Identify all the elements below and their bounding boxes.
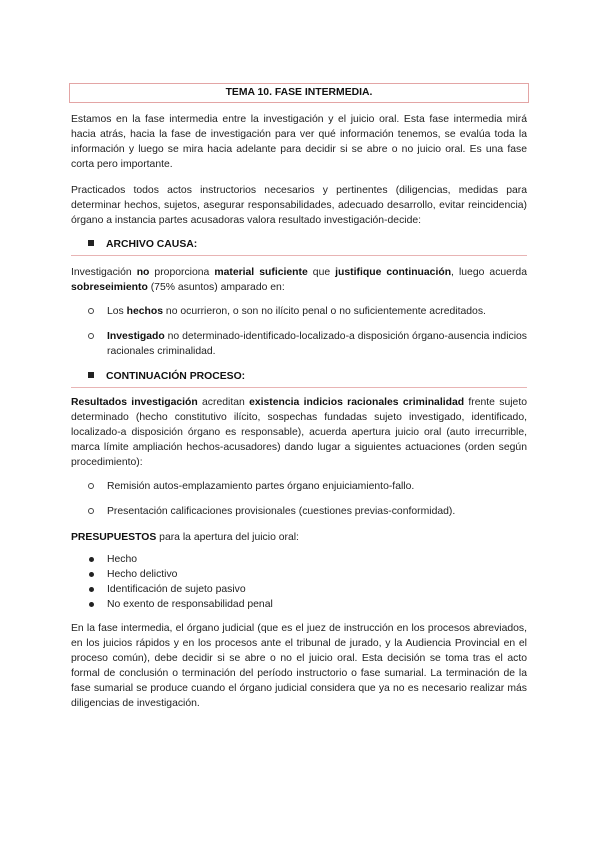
square-bullet-icon xyxy=(88,372,94,378)
continuacion-item-1 xyxy=(88,479,527,494)
item-bold: hechos xyxy=(126,306,164,317)
archivo-divider xyxy=(71,255,527,256)
continuacion-bold-1: Resultados investigación xyxy=(71,397,198,408)
list-item xyxy=(88,552,273,567)
continuacion-paragraph xyxy=(71,395,527,470)
archivo-bold-4: sobreseimiento xyxy=(71,282,148,293)
continuacion-heading-text: CONTINUACIÓN PROCESO: xyxy=(106,371,246,382)
circle-bullet-icon xyxy=(88,483,94,489)
document-title: TEMA 10. FASE INTERMEDIA. xyxy=(69,83,529,103)
list-item xyxy=(88,582,273,597)
item-bold: Investigado xyxy=(107,331,165,342)
archivo-text-5: (75% asuntos) amparado en: xyxy=(147,282,285,293)
list-item-text: Hecho delictivo xyxy=(107,569,178,580)
circle-bullet-icon xyxy=(88,333,94,339)
presupuestos-paragraph xyxy=(71,530,527,545)
continuacion-text-2: frente sujeto determinado (hecho constitutivo ilícito, sospechas fundadas sujeto investigado, identificado, localizado-a disposición órgano es responsable), acuerda apertura juicio oral (auto irrecurrible, marca límite ampliación hechos-acusadores) dando lugar a siguientes actuaciones (orden según procedimiento): xyxy=(71,397,527,468)
continuacion-item-2 xyxy=(88,504,527,519)
archivo-text-3: que xyxy=(307,267,336,278)
intro-paragraph: Estamos en la fase intermedia entre la investigación y el juicio oral. Esta fase intermedia mirá hacia atrás, hacia la fase de investigación para ver qué información tenemos, se evalúa toda la información y luego se mira hacia adelante para decidir si se abre o no juicio oral. Es una fase corta pero importante. xyxy=(71,114,527,170)
circle-bullet-icon xyxy=(88,308,94,314)
archivo-item-2 xyxy=(88,329,527,359)
circle-bullet-icon xyxy=(88,508,94,514)
archivo-text-4: , luego acuerda xyxy=(451,267,527,278)
continuacion-bold-2: existencia indicios racionales criminalidad xyxy=(249,397,465,408)
item-text: Presentación calificaciones provisionales (cuestiones previas-conformidad). xyxy=(107,506,456,517)
bullet-icon xyxy=(89,602,94,607)
archivo-heading-text: ARCHIVO CAUSA: xyxy=(106,239,198,250)
continuacion-text-1: acreditan xyxy=(197,397,250,408)
item-text: no determinado-identificado-localizado-a disposición órgano-ausencia indicios racionales criminalidad. xyxy=(107,331,527,357)
archivo-text-2: proporciona xyxy=(149,267,215,278)
list-item xyxy=(88,567,273,582)
archivo-bold-1: no xyxy=(136,267,150,278)
square-bullet-icon xyxy=(88,240,94,246)
closing-paragraph: En la fase intermedia, el órgano judicial (que es el juez de instrucción en los procesos abreviados, en los juicios rápidos y en los procesos ante el tribunal de jurado, y la Audiencia Provincial en el proceso común), debe decidir si se abre o no el juicio oral. Esta decisión se toma tras el acto formal de conclusión o terminación del período instructorio o fase sumarial. La terminación de la fase sumarial se produce cuando el órgano judicial considera que ya no es necesario realizar más diligencias de investigación. xyxy=(71,623,527,709)
item-text: no ocurrieron, o son no ilícito penal o no suficientemente acreditados. xyxy=(163,306,486,317)
continuacion-heading xyxy=(88,369,245,384)
archivo-bold-2: material suficiente xyxy=(214,267,308,278)
list-item-text: Identificación de sujeto pasivo xyxy=(107,584,246,595)
bullet-icon xyxy=(89,557,94,562)
archivo-text-1: Investigación xyxy=(71,267,137,278)
archivo-paragraph xyxy=(71,265,527,295)
practicados-paragraph: Practicados todos actos instructorios necesarios y pertinentes (diligencias, medidas para determinar hechos, sujetos, asegurar responsabilidades, adecuado desarrollo, evitar reincidencia) órgano a instancia partes acusadoras valora resultado investigación-decide: xyxy=(71,185,527,226)
archivo-item-1 xyxy=(88,304,527,319)
presupuestos-text: para la apertura del juicio oral: xyxy=(156,532,299,543)
list-item-text: No exento de responsabilidad penal xyxy=(107,599,273,610)
bullet-icon xyxy=(89,587,94,592)
presupuestos-list xyxy=(88,552,273,612)
list-item-text: Hecho xyxy=(107,554,138,565)
continuacion-divider xyxy=(71,387,527,388)
archivo-bold-3: justifique continuación xyxy=(335,267,452,278)
presupuestos-bold: PRESUPUESTOS xyxy=(71,532,157,543)
item-text: Los xyxy=(107,306,127,317)
list-item xyxy=(88,597,273,612)
item-text: Remisión autos-emplazamiento partes órgano enjuiciamiento-fallo. xyxy=(107,481,415,492)
archivo-heading xyxy=(88,237,197,252)
bullet-icon xyxy=(89,572,94,577)
